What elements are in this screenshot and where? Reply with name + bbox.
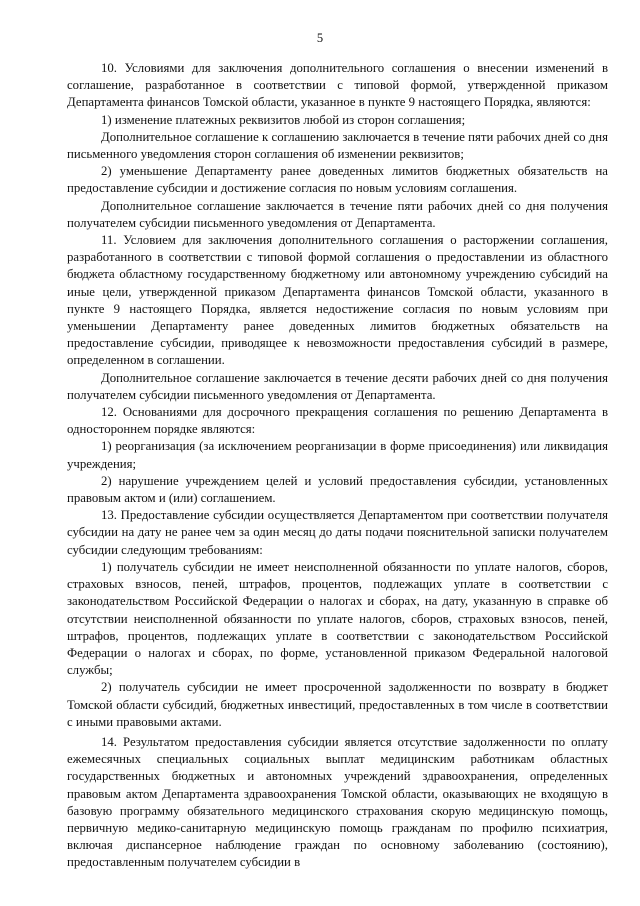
- page-number: 5: [316, 31, 324, 45]
- paragraph-11: 11. Условием для заключения дополнительного соглашения о расторжении соглашения, разработанного в соответствии с типовой формой соглашения о предоставлении из областного бюджета областному государственному бюджетному или автономному учреждению субсидий на иные цели, утвержденной приказом Департамента финансов Томской области, указанного в пункте 9 настоящего Порядка, является недостижение согласия по новым условиям при уменьшении Департаменту ранее доведенных лимитов бюджетных обязательств на предоставление субсидии, приводящее к невозможности предоставления субсидий в размере, определенном в соглашении.: [67, 233, 608, 368]
- paragraph-10-item-1-note: Дополнительное соглашение к соглашению заключается в течение пяти рабочих дней со дня письменного уведомления сторон соглашения об изменении реквизитов;: [67, 129, 608, 162]
- paragraph-12: 12. Основаниями для досрочного прекращения соглашения по решению Департамента в одностороннем порядке являются:: [67, 405, 608, 437]
- paragraph-11-note: Дополнительное соглашение заключается в течение десяти рабочих дней со дня получения получателем субсидии письменного уведомления от Департамента.: [67, 370, 608, 402]
- paragraph-12-item-1: 1) реорганизация (за исключением реорганизации в форме присоединения) или ликвидация учреждения;: [67, 439, 608, 471]
- paragraph-14: 14. Результатом предоставления субсидии является отсутствие задолженности по оплату ежемесячных специальных социальных выплат медицинским работникам областных государственных бюджетных и автономных учреждений здравоохранения, определенных правовым актом Департамента здравоохранения Томской области, оказывающих не входящую в базовую программу обязательного медицинского страхования скорую медицинскую помощь, первичную медико-санитарную медицинскую помощь гражданам по профилю психиатрия, включая диспансерное наблюдение граждан по основному заболеванию (состоянию), предоставленным получателем субсидии в: [67, 734, 608, 870]
- document-body: [67, 60, 608, 872]
- paragraph-13-item-1: 1) получатель субсидии не имеет неисполненной обязанности по уплате налогов, сборов, страховых взносов, пеней, штрафов, процентов, подлежащих уплате в соответствии с законодательством Российской Федерации о налогах и сборах, на дату, указанную в справке об отсутствии неисполненной обязанности по уплате налогов, сборов, страховых взносов, пеней, штрафов, процентов, подлежащих уплате в соответствии с законодательством Российской Федерации о налогах и сборах, по форме, установленной приказом Федеральной налоговой службы;: [67, 559, 608, 678]
- paragraph-10-item-2: 2) уменьшение Департаменту ранее доведенных лимитов бюджетных обязательств на предоставление субсидии и достижение согласия по новым условиям соглашения.: [67, 164, 608, 196]
- paragraph-13-item-2: 2) получатель субсидии не имеет просроченной задолженности по возврату в бюджет Томской области субсидий, бюджетных инвестиций, предоставленных в том числе в соответствии с иными правовыми актами.: [67, 680, 608, 729]
- paragraph-13: 13. Предоставление субсидии осуществляется Департаментом при соответствии получателя субсидии на дату не ранее чем за один месяц до даты подачи пояснительной записки получателем субсидии следующим требованиям:: [67, 508, 608, 557]
- paragraph-10: 10. Условиями для заключения дополнительного соглашения о внесении изменений в соглашение, разработанное в соответствии с типовой формой, утвержденной приказом Департамента финансов Томской области, указанное в пункте 9 настоящего Порядка, являются:: [67, 61, 608, 110]
- paragraph-10-item-2-note: Дополнительное соглашение заключается в течение пяти рабочих дней со дня получения получателем субсидии письменного уведомления от Департамента.: [67, 198, 608, 230]
- paragraph-10-item-1: 1) изменение платежных реквизитов любой из сторон соглашения;: [101, 112, 466, 127]
- paragraph-12-item-2: 2) нарушение учреждением целей и условий предоставления субсидии, установленных правовым актом и (или) соглашением.: [67, 473, 608, 506]
